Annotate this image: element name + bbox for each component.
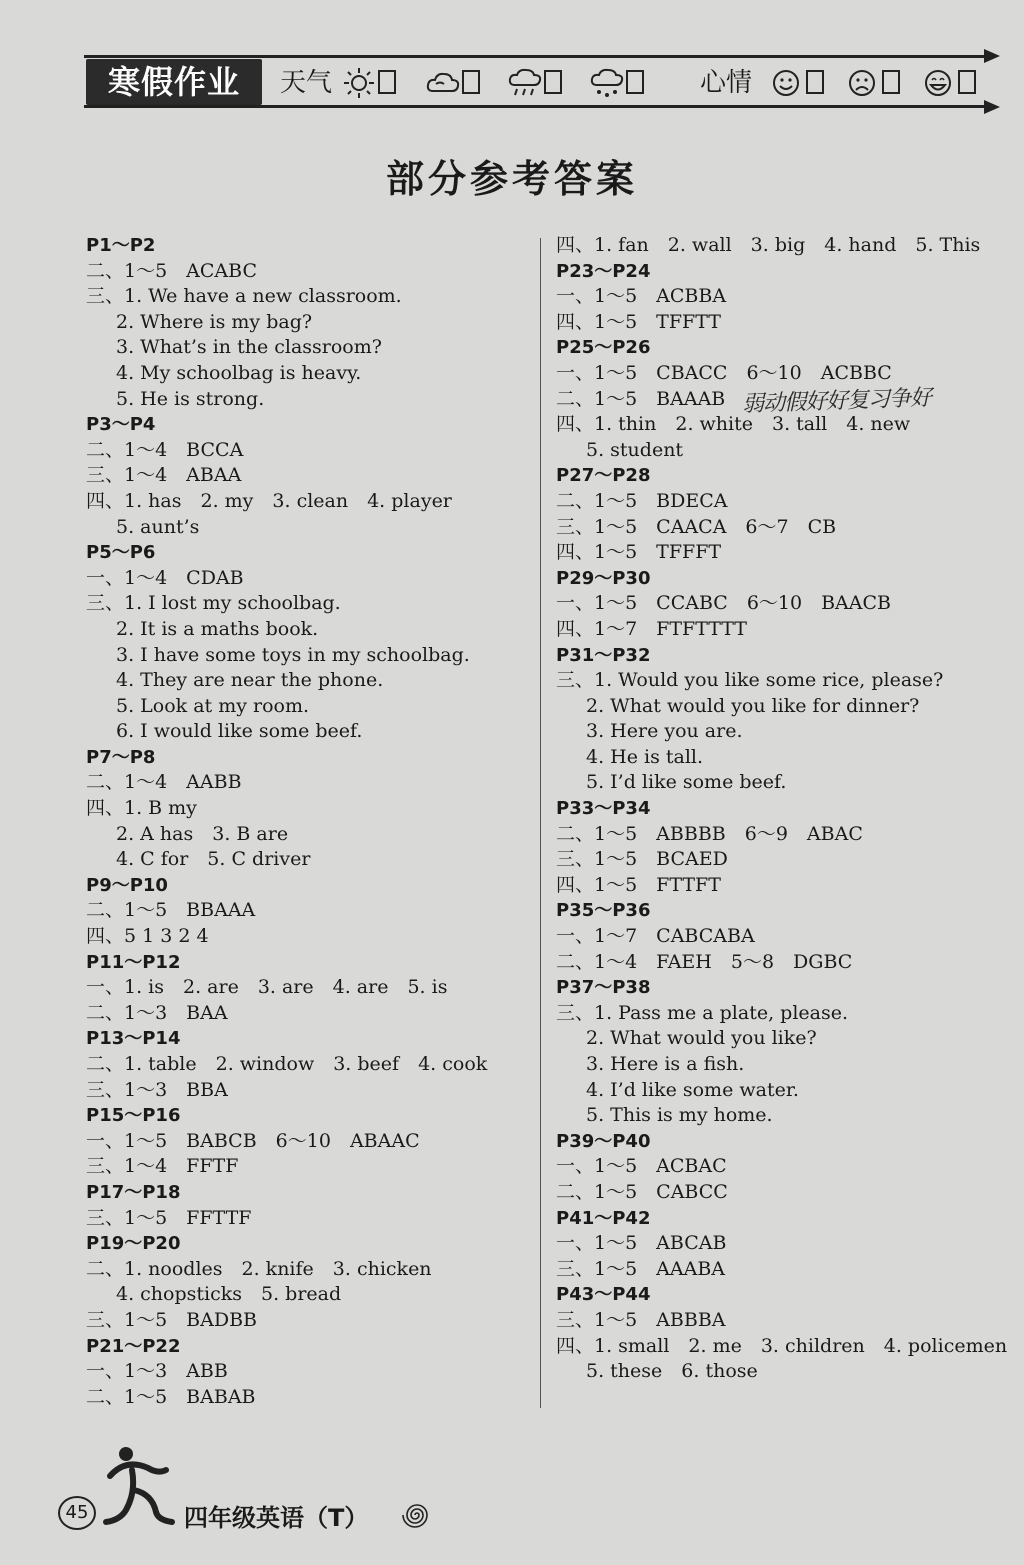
sun-checkbox[interactable]	[378, 70, 396, 94]
spiral-icon	[402, 1500, 432, 1530]
answer-line: 6. I would like some beef.	[116, 720, 363, 743]
answer-line: 4. C for 5. C driver	[116, 848, 311, 871]
answer-line: 三、1～5 CAACA 6～7 CB	[556, 515, 837, 538]
answer-line: 三、1～5 AAABA	[556, 1257, 726, 1280]
answer-line: 2. It is a maths book.	[116, 617, 319, 640]
page-range-heading: P11～P12	[86, 951, 181, 973]
answer-line: 四、1. fan 2. wall 3. big 4. hand 5. This	[556, 234, 981, 256]
answer-line: 四、1～5 FTTFT	[556, 873, 721, 896]
sun-icon	[342, 67, 376, 99]
answer-line: 四、1～7 FTFTTTT	[556, 617, 747, 640]
page-range-heading: P17～P18	[86, 1181, 181, 1203]
answer-line: 三、1～5 BADBB	[86, 1308, 258, 1331]
answer-line: 一、1～5 CBACC 6～10 ACBBC	[556, 361, 892, 384]
answer-line: 四、5 1 3 2 4	[86, 925, 209, 948]
answer-line: 一、1～5 BABCB 6～10 ABAAC	[86, 1129, 420, 1152]
answer-line: 二、1～5 BAAAB	[556, 387, 726, 410]
answer-line: 三、1. I lost my schoolbag.	[86, 592, 341, 615]
cloud-icon	[426, 67, 460, 99]
answer-line: 3. Here you are.	[586, 720, 743, 743]
answer-line: 2. A has 3. B are	[116, 822, 289, 845]
answer-line: 2. What would you like for dinner?	[586, 694, 920, 717]
answer-line: 四、1. B my	[86, 797, 197, 820]
answer-line: 四、1. thin 2. white 3. tall 4. new	[556, 413, 911, 436]
answer-line: 4. My schoolbag is heavy.	[116, 361, 362, 384]
answer-line: 一、1～5 ACBBA	[556, 285, 727, 308]
answer-line: 二、1～5 CABCC	[556, 1180, 728, 1203]
page-range-heading: P19～P20	[86, 1233, 181, 1255]
answer-line: 5. He is strong.	[116, 387, 265, 410]
sad-checkbox[interactable]	[882, 70, 900, 94]
answer-line: 四、1～5 TFFFT	[556, 541, 722, 564]
header-bottom-rule	[84, 105, 984, 108]
answer-line: 三、1～4 ABAA	[86, 464, 242, 487]
snow-checkbox[interactable]	[626, 70, 644, 94]
answer-line: 二、1～5 ACABC	[86, 259, 258, 282]
page-range-heading: P33～P34	[556, 798, 651, 820]
answer-line: 一、1. is 2. are 3. are 4. are 5. is	[86, 976, 448, 999]
mood-label: 心情	[700, 68, 753, 98]
answer-line: 5. aunt’s	[116, 515, 200, 538]
answer-line: 三、1～4 FFTF	[86, 1155, 239, 1178]
page-range-heading: P3～P4	[86, 414, 156, 436]
answer-line: 二、1～4 AABB	[86, 771, 242, 794]
answer-line: 4. They are near the phone.	[116, 669, 384, 692]
weather-label: 天气	[280, 68, 333, 98]
answer-line: 一、1～3 ABB	[86, 1360, 228, 1383]
sad-face-icon	[846, 67, 880, 99]
answer-line: 二、1～5 ABBBB 6～9 ABAC	[556, 822, 863, 845]
answer-line: 3. I have some toys in my schoolbag.	[116, 643, 470, 666]
answer-line: 2. Where is my bag?	[116, 310, 313, 333]
column-divider	[540, 238, 541, 1408]
handwritten-note: 弱动假好好复习争好	[741, 385, 932, 418]
answer-line: 一、1～4 CDAB	[86, 566, 244, 589]
page-range-heading: P25～P26	[556, 337, 651, 359]
page-range-heading: P35～P36	[556, 900, 651, 922]
page-range-heading: P7～P8	[86, 746, 156, 768]
header-bottom-arrow-icon	[984, 100, 1000, 114]
answer-line: 三、1. Pass me a plate, please.	[556, 1001, 849, 1024]
header-top-rule	[84, 55, 984, 58]
answer-line: 一、1～7 CABCABA	[556, 925, 755, 948]
page-range-heading: P41～P42	[556, 1207, 651, 1229]
footer	[56, 1440, 436, 1530]
answer-line: 四、1. has 2. my 3. clean 4. player	[86, 489, 452, 512]
smile-checkbox[interactable]	[806, 70, 824, 94]
page-range-heading: P9～P10	[86, 874, 168, 896]
answer-line: 二、1～3 BAA	[86, 1001, 228, 1024]
answer-line: 二、1～5 BABAB	[86, 1385, 256, 1408]
page-range-heading: P31～P32	[556, 644, 651, 666]
answer-line: 4. He is tall.	[586, 745, 704, 768]
page-range-heading: P37～P38	[556, 977, 651, 999]
answer-line: 二、1. noodles 2. knife 3. chicken	[86, 1257, 432, 1280]
page-number: 45	[58, 1496, 96, 1530]
happy-checkbox[interactable]	[958, 70, 976, 94]
page-range-heading: P27～P28	[556, 465, 651, 487]
answer-line: 四、1. small 2. me 3. children 4. policemen	[556, 1334, 1008, 1357]
page-range-heading: P13～P14	[86, 1028, 181, 1050]
answer-line: 3. What’s in the classroom?	[116, 336, 382, 359]
footer-label: 四年级英语（T）	[184, 1504, 369, 1532]
header-banner	[84, 55, 1000, 111]
runner-logo-icon	[96, 1440, 186, 1528]
header-badge: 寒假作业	[86, 59, 262, 105]
answer-line: 5. student	[586, 438, 684, 461]
snow-icon	[590, 67, 624, 99]
answer-line: 一、1～5 ABCAB	[556, 1232, 727, 1255]
page-range-heading: P1～P2	[86, 235, 156, 256]
page-range-heading: P43～P44	[556, 1284, 651, 1306]
answer-line: 二、1～4 BCCA	[86, 438, 244, 461]
cloud-checkbox[interactable]	[462, 70, 480, 94]
answer-line: 5. I’d like some beef.	[586, 771, 787, 794]
answer-line: 三、1～5 ABBBA	[556, 1308, 726, 1331]
page-title: 部分参考答案	[385, 157, 638, 201]
answer-line: 三、1～5 FFTTF	[86, 1206, 252, 1229]
answer-line: 5. Look at my room.	[116, 694, 310, 717]
happy-face-icon	[922, 67, 956, 99]
answer-line: 二、1. table 2. window 3. beef 4. cook	[86, 1053, 488, 1075]
answer-line: 5. these 6. those	[586, 1360, 758, 1383]
answer-line: 二、1～5 BBAAA	[86, 899, 256, 922]
answer-line: 二、1～4 FAEH 5～8 DGBC	[556, 950, 853, 973]
page-range-heading: P15～P16	[86, 1105, 181, 1127]
answers-left-column	[86, 233, 526, 1410]
page-range-heading: P23～P24	[556, 260, 651, 282]
answer-line: 二、1～5 BDECA	[556, 489, 728, 512]
page-range-heading: P5～P6	[86, 542, 156, 564]
answer-line: 一、1～5 ACBAC	[556, 1155, 727, 1178]
answer-line: 三、1. We have a new classroom.	[86, 285, 402, 308]
answer-line: 2. What would you like?	[586, 1027, 817, 1050]
answer-line: 三、1～3 BBA	[86, 1078, 228, 1101]
header-top-arrow-icon	[984, 49, 1000, 63]
page-range-heading: P39～P40	[556, 1130, 651, 1152]
answer-line: 四、1～5 TFFTT	[556, 310, 721, 333]
answer-line: 4. I’d like some water.	[586, 1078, 799, 1101]
smile-face-icon	[770, 67, 804, 99]
page-range-heading: P29～P30	[556, 567, 651, 589]
answer-line: 4. chopsticks 5. bread	[116, 1283, 342, 1306]
rain-icon	[508, 67, 542, 99]
answer-line: 三、1. Would you like some rice, please?	[556, 669, 944, 692]
answer-line: 3. Here is a fish.	[586, 1053, 745, 1075]
answer-line: 5. This is my home.	[586, 1104, 773, 1127]
answer-line: 一、1～5 CCABC 6～10 BAACB	[556, 592, 891, 615]
answer-line: 三、1～5 BCAED	[556, 848, 728, 871]
rain-checkbox[interactable]	[544, 70, 562, 94]
page-range-heading: P21～P22	[86, 1335, 181, 1357]
